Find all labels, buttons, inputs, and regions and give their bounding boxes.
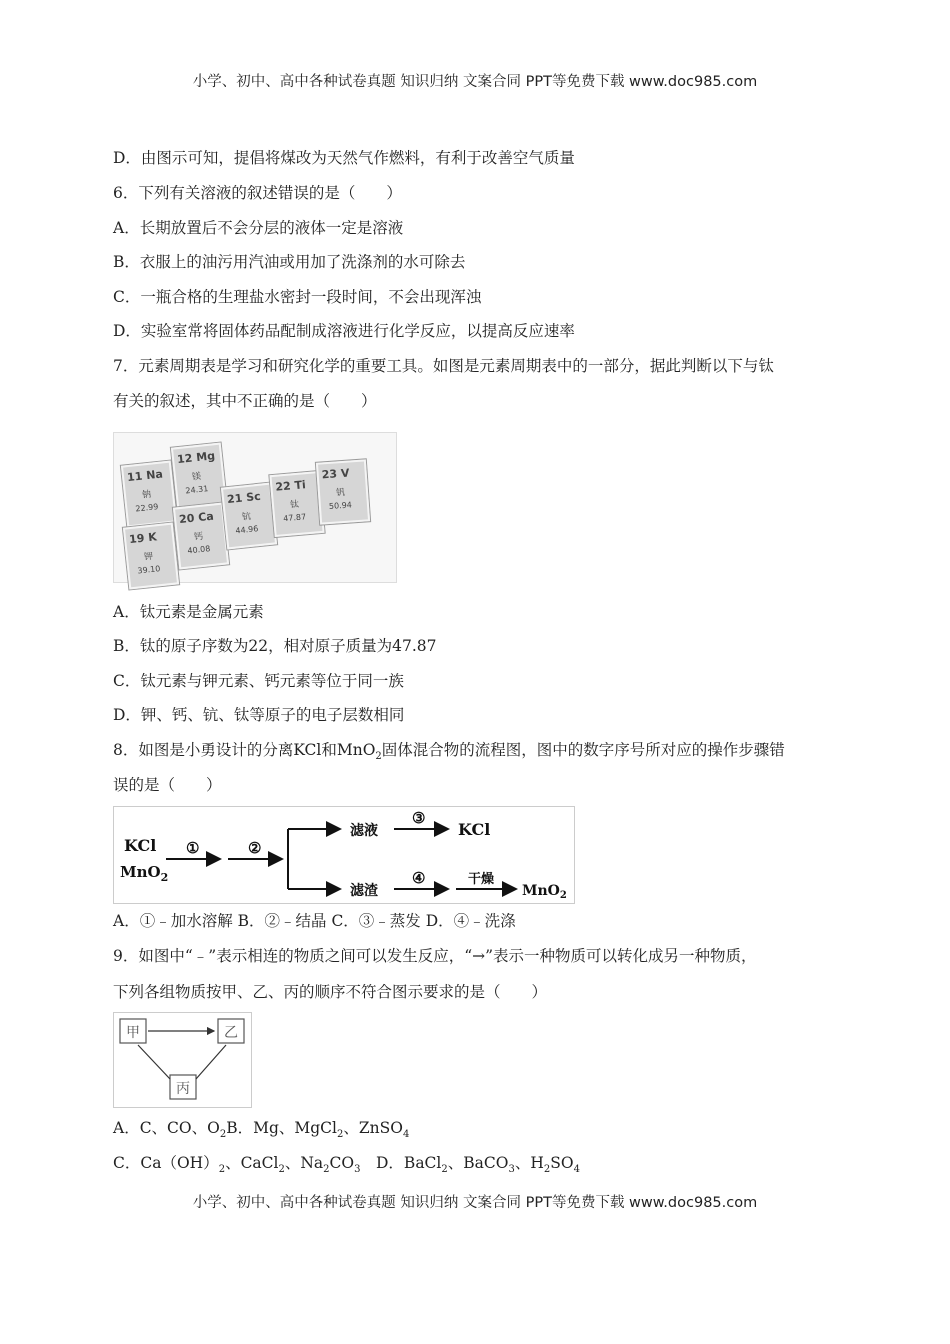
q8-options: A．①﹣加水溶解 B．②﹣结晶 C．③﹣蒸发 D．④﹣洗涤 <box>113 912 516 930</box>
page-footer: 小学、初中、高中各种试卷真题 知识归纳 文案合同 PPT等免费下载 www.doc985.com <box>192 1195 758 1211</box>
q7-option-a: A．钛元素是金属元素 <box>113 603 264 621</box>
element-cell-mg: 12 Mg 镁 24.31 <box>171 443 227 510</box>
box-yi: 乙 <box>224 1025 238 1041</box>
q9-stem-line1: 9．如图中“﹣”表示相连的物质之间可以发生反应，“→”表示一种物质可以转化成另一种物质， <box>113 947 757 965</box>
filtrate-label: 滤液 <box>350 823 378 839</box>
step-3-label: ③ <box>412 809 426 827</box>
box-bing: 丙 <box>176 1081 190 1097</box>
q9-stem-line2: 下列各组物质按甲、乙、丙的顺序不符合图示要求的是（ ） <box>113 983 548 1001</box>
q7-option-c: C．钛元素与钾元素、钙元素等位于同一族 <box>113 672 404 690</box>
element-cell-na: 11 Na 钠 22.99 <box>121 461 177 528</box>
q7-stem-line2: 有关的叙述，其中不正确的是（ ） <box>113 392 377 410</box>
q9-options-ab: A．C、CO、$O_2B$．Mg、MgCl$_2$、ZnSO$_4$ <box>113 1119 410 1141</box>
input-kcl: KCl <box>124 836 157 855</box>
q8-stem-line2: 误的是（ ） <box>113 776 222 794</box>
q6-option-c: C．一瓶合格的生理盐水密封一段时间，不会出现浑浊 <box>113 288 482 306</box>
element-cell-v: 23 V 钒 50.94 <box>316 459 370 524</box>
element-cell-sc: 21 Sc 钪 44.96 <box>221 483 277 550</box>
q5-option-d: D．由图示可知，提倡将煤改为天然气作燃料，有利于改善空气质量 <box>113 149 575 167</box>
element-cell-ti: 22 Ti 钛 47.87 <box>269 471 324 537</box>
q6-option-b: B．衣服上的油污用汽油或用加了洗涤剂的水可除去 <box>113 253 466 271</box>
step-1-label: ① <box>186 839 200 857</box>
q7-stem-line1: 7．元素周期表是学习和研究化学的重要工具。如图是元素周期表中的一部分，据此判断以下与钛 <box>113 357 774 375</box>
output-mno2: MnO$_2$ <box>522 883 567 901</box>
step-2-label: ② <box>248 839 262 857</box>
residue-label: 滤渣 <box>350 883 378 899</box>
relation-triangle-figure <box>113 1012 252 1108</box>
dry-label: 干燥 <box>468 872 495 887</box>
q7-option-b: B．钛的原子序数为22，相对原子质量为47.87 <box>113 637 437 655</box>
q9-options-cd: C．$Ca(OH)_2$、CaCl$_2$、$Na_2CO_3$ D．BaCl$_2$、BaCO$_3$、$H_2SO_4$ <box>113 1154 580 1176</box>
element-cell-ca: 20 Ca 钙 40.08 <box>173 503 229 570</box>
box-jia: 甲 <box>126 1025 140 1041</box>
q8-stem-line1: 8．如图是小勇设计的分离KCl和MnO$_2$固体混合物的流程图，图中的数字序号所对应的操作步骤错 <box>113 741 785 763</box>
element-cell-k: 19 K 钾 39.10 <box>123 523 179 590</box>
input-mno2: MnO$_2$ <box>120 863 169 884</box>
separation-flowchart <box>113 806 575 904</box>
page-header: 小学、初中、高中各种试卷真题 知识归纳 文案合同 PPT等免费下载 www.doc985.com <box>192 74 758 90</box>
step-4-label: ④ <box>412 869 426 887</box>
q6-stem: 6．下列有关溶液的叙述错误的是（ ） <box>113 184 402 202</box>
q7-option-d: D．钾、钙、钪、钛等原子的电子层数相同 <box>113 706 405 724</box>
periodic-table-figure <box>113 432 397 583</box>
q6-option-a: A．长期放置后不会分层的液体一定是溶液 <box>113 219 404 237</box>
output-kcl: KCl <box>458 820 491 839</box>
q6-option-d: D．实验室常将固体药品配制成溶液进行化学反应，以提高反应速率 <box>113 322 575 340</box>
